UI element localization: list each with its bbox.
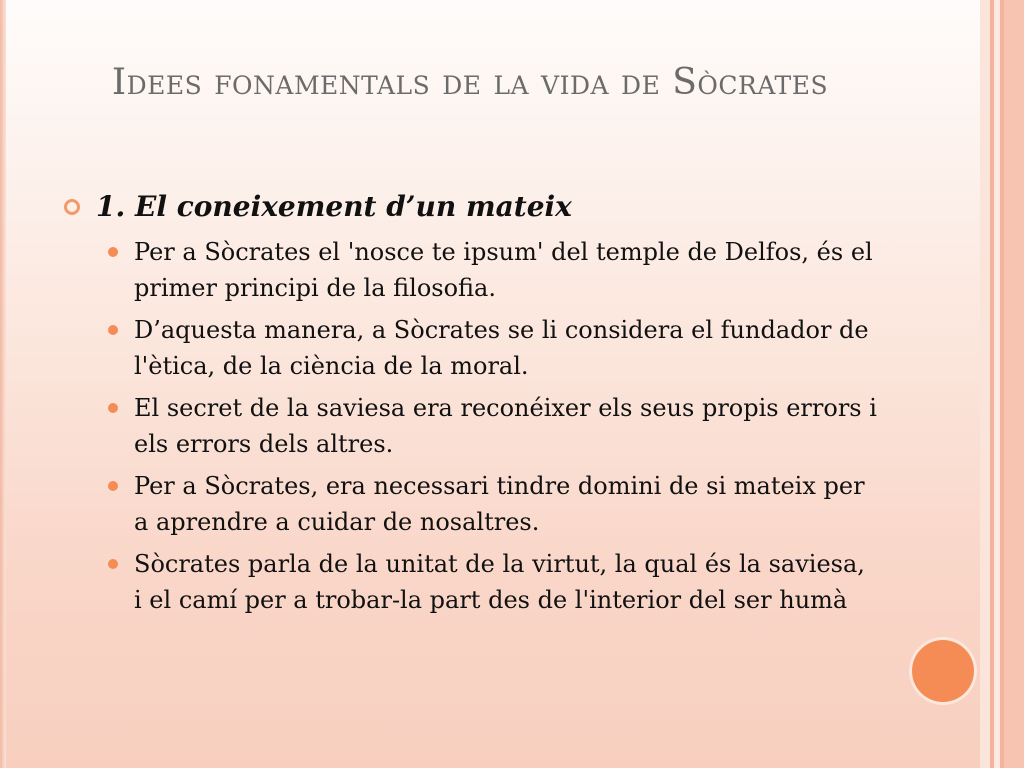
filled-circle-bullet-icon <box>108 247 118 257</box>
filled-circle-bullet-icon <box>108 403 118 413</box>
orange-circle-decoration <box>912 640 974 702</box>
filled-circle-bullet-icon <box>108 325 118 335</box>
list-item-text: Per a Sòcrates el 'nosce te ipsum' del temple de Delfos, és el primer principi de la filosofia. <box>134 238 873 302</box>
left-edge-decoration <box>0 0 6 768</box>
list-item <box>60 234 880 306</box>
list-item-text: D’aquesta manera, a Sòcrates se li considera el fundador de l'ètica, de la ciència de la moral. <box>134 316 869 380</box>
list-item-text: Sòcrates parla de la unitat de la virtut, la qual és la saviesa, i el camí per a trobar-la part des de l'interior del ser humà <box>134 550 865 614</box>
filled-circle-bullet-icon <box>108 481 118 491</box>
filled-circle-bullet-icon <box>108 559 118 569</box>
slide-content <box>60 188 880 624</box>
slide-title: Idees fonamentals de la vida de Sòcrates <box>111 62 829 103</box>
hollow-circle-bullet-icon <box>64 199 80 215</box>
list-item <box>60 390 880 462</box>
sub-bullet-list <box>60 234 880 618</box>
list-item <box>60 546 880 618</box>
main-bullet-item <box>60 188 880 226</box>
right-stripe-decoration <box>980 0 990 768</box>
list-item <box>60 468 880 540</box>
list-item-text: Per a Sòcrates, era necessari tindre domini de si mateix per a aprendre a cuidar de nosaltres. <box>134 472 865 536</box>
main-bullet-text: 1. El coneixement d’un mateix <box>96 190 572 223</box>
list-item <box>60 312 880 384</box>
right-stripe-decoration <box>1004 0 1024 768</box>
list-item-text: El secret de la saviesa era reconéixer els seus propis errors i els errors dels altres. <box>134 394 877 458</box>
